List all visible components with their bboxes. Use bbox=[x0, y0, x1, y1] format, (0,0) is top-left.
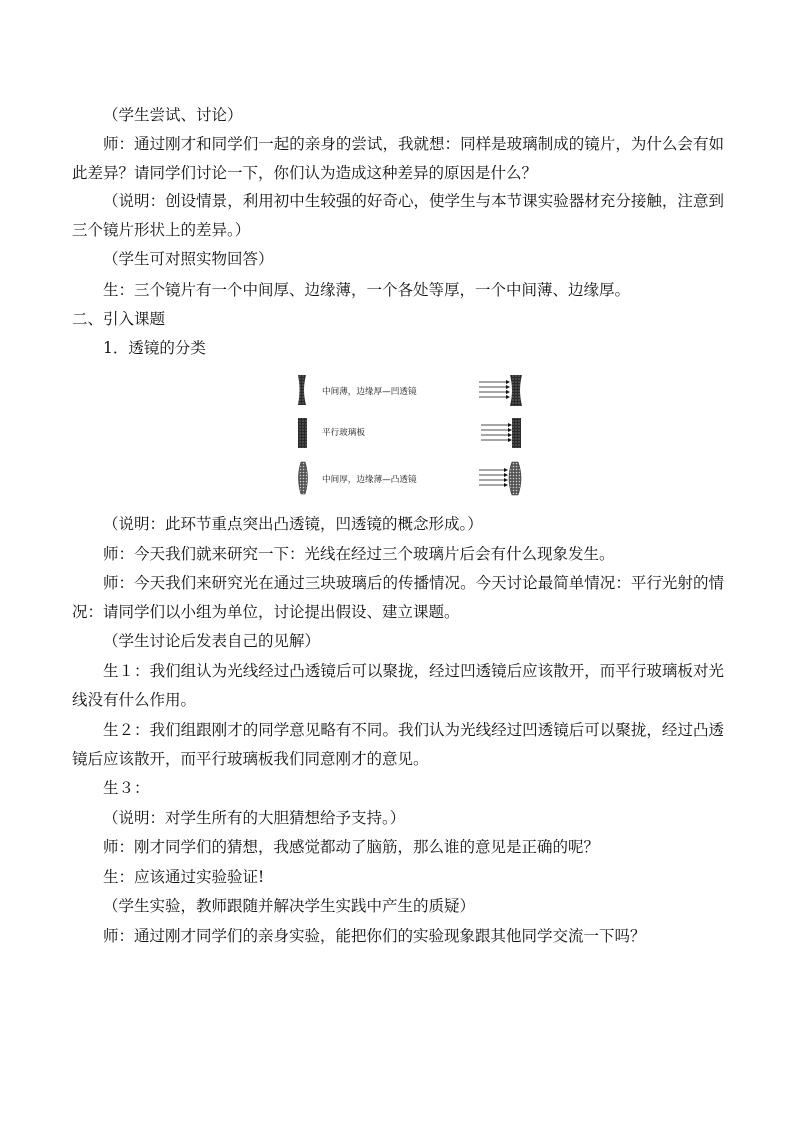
paragraph-student-3: 生３： bbox=[103, 779, 150, 797]
glass-plate-label: 平行玻璃板 bbox=[322, 428, 365, 438]
paragraph-student-1: 生１：我们组认为光线经过凸透镜后可以聚拢，经过凹透镜后应该散开，而平行玻璃板对光线没有什么作用。 bbox=[72, 662, 724, 709]
glass-plate-icon bbox=[298, 418, 307, 448]
glass-plate-side-icon bbox=[512, 418, 521, 448]
paragraph-student-2: 生２：我们组跟刚才的同学意见略有不同。我们认为光线经过凹透镜后可以聚拢，经过凸透镜后应该散开，而平行玻璃板我们同意刚才的意见。 bbox=[72, 721, 724, 768]
paragraph-teacher-parallel-light: 师：今天我们来研究光在通过三块玻璃后的传播情况。今天讨论最简单情况：平行光射的情况：请同学们以小组为单位，讨论提出假设、建立课题。 bbox=[72, 574, 724, 621]
convex-lens-side-icon bbox=[509, 462, 521, 495]
paragraph-note-support: （说明：对学生所有的大胆猜想给予支持。） bbox=[103, 809, 406, 827]
parallel-rays-arrows bbox=[479, 382, 506, 397]
paragraph-student-try: （学生尝试、讨论） bbox=[103, 106, 243, 124]
paragraph-teacher-question: 师：通过刚才和同学们一起的亲身的尝试，我就想：同样是玻璃制成的镜片，为什么会有如此差异？请同学们讨论一下，你们认为造成这种差异的原因是什么？ bbox=[72, 135, 724, 182]
subheading-lens-classification: 1．透镜的分类 bbox=[103, 339, 206, 357]
concave-lens-icon bbox=[298, 375, 306, 405]
paragraph-note-scenario: （说明：创设情景，利用初中生较强的好奇心，使学生与本节课实验器材充分接触，注意到三个镜片形状上的差异。） bbox=[72, 192, 724, 239]
convex-lens-icon bbox=[299, 462, 308, 494]
lens-classification-figure bbox=[296, 372, 530, 498]
convex-lens-label: 中间厚，边缘薄—凸透镜 bbox=[322, 475, 417, 485]
concave-lens-row bbox=[298, 375, 522, 406]
paragraph-student-experiment: （学生实验，教师跟随并解决学生实践中产生的质疑） bbox=[103, 897, 476, 915]
paragraph-teacher-research: 师：今天我们就来研究一下：光线在经过三个玻璃片后会有什么现象发生。 bbox=[103, 545, 615, 563]
paragraph-note-lens-concept: （说明：此环节重点突出凸透镜，凹透镜的概念形成。） bbox=[103, 515, 483, 533]
glass-plate-row bbox=[298, 418, 521, 448]
paragraph-student-answer: 生：三个镜片有一个中间厚、边缘薄，一个各处等厚，一个中间薄、边缘厚。 bbox=[103, 281, 631, 299]
concave-lens-side-icon bbox=[510, 375, 522, 406]
paragraph-teacher-guess: 师：刚才同学们的猜想，我感觉都动了脑筋，那么谁的意见是正确的呢？ bbox=[103, 838, 600, 856]
convex-lens-row bbox=[299, 462, 522, 495]
paragraph-teacher-exchange: 师：通过刚才同学们的亲身实验，能把你们的实验现象跟其他同学交流一下吗？ bbox=[103, 927, 646, 945]
paragraph-student-discussion: （学生讨论后发表自己的见解） bbox=[103, 632, 321, 650]
concave-lens-label: 中间薄，边缘厚—凹透镜 bbox=[322, 387, 417, 397]
paragraph-student-verify: 生：应该通过实验验证! bbox=[103, 868, 265, 886]
section-heading-introduce-topic: 二、引入课题 bbox=[72, 310, 166, 328]
paragraph-student-answer-hint: （学生可对照实物回答） bbox=[103, 250, 274, 268]
